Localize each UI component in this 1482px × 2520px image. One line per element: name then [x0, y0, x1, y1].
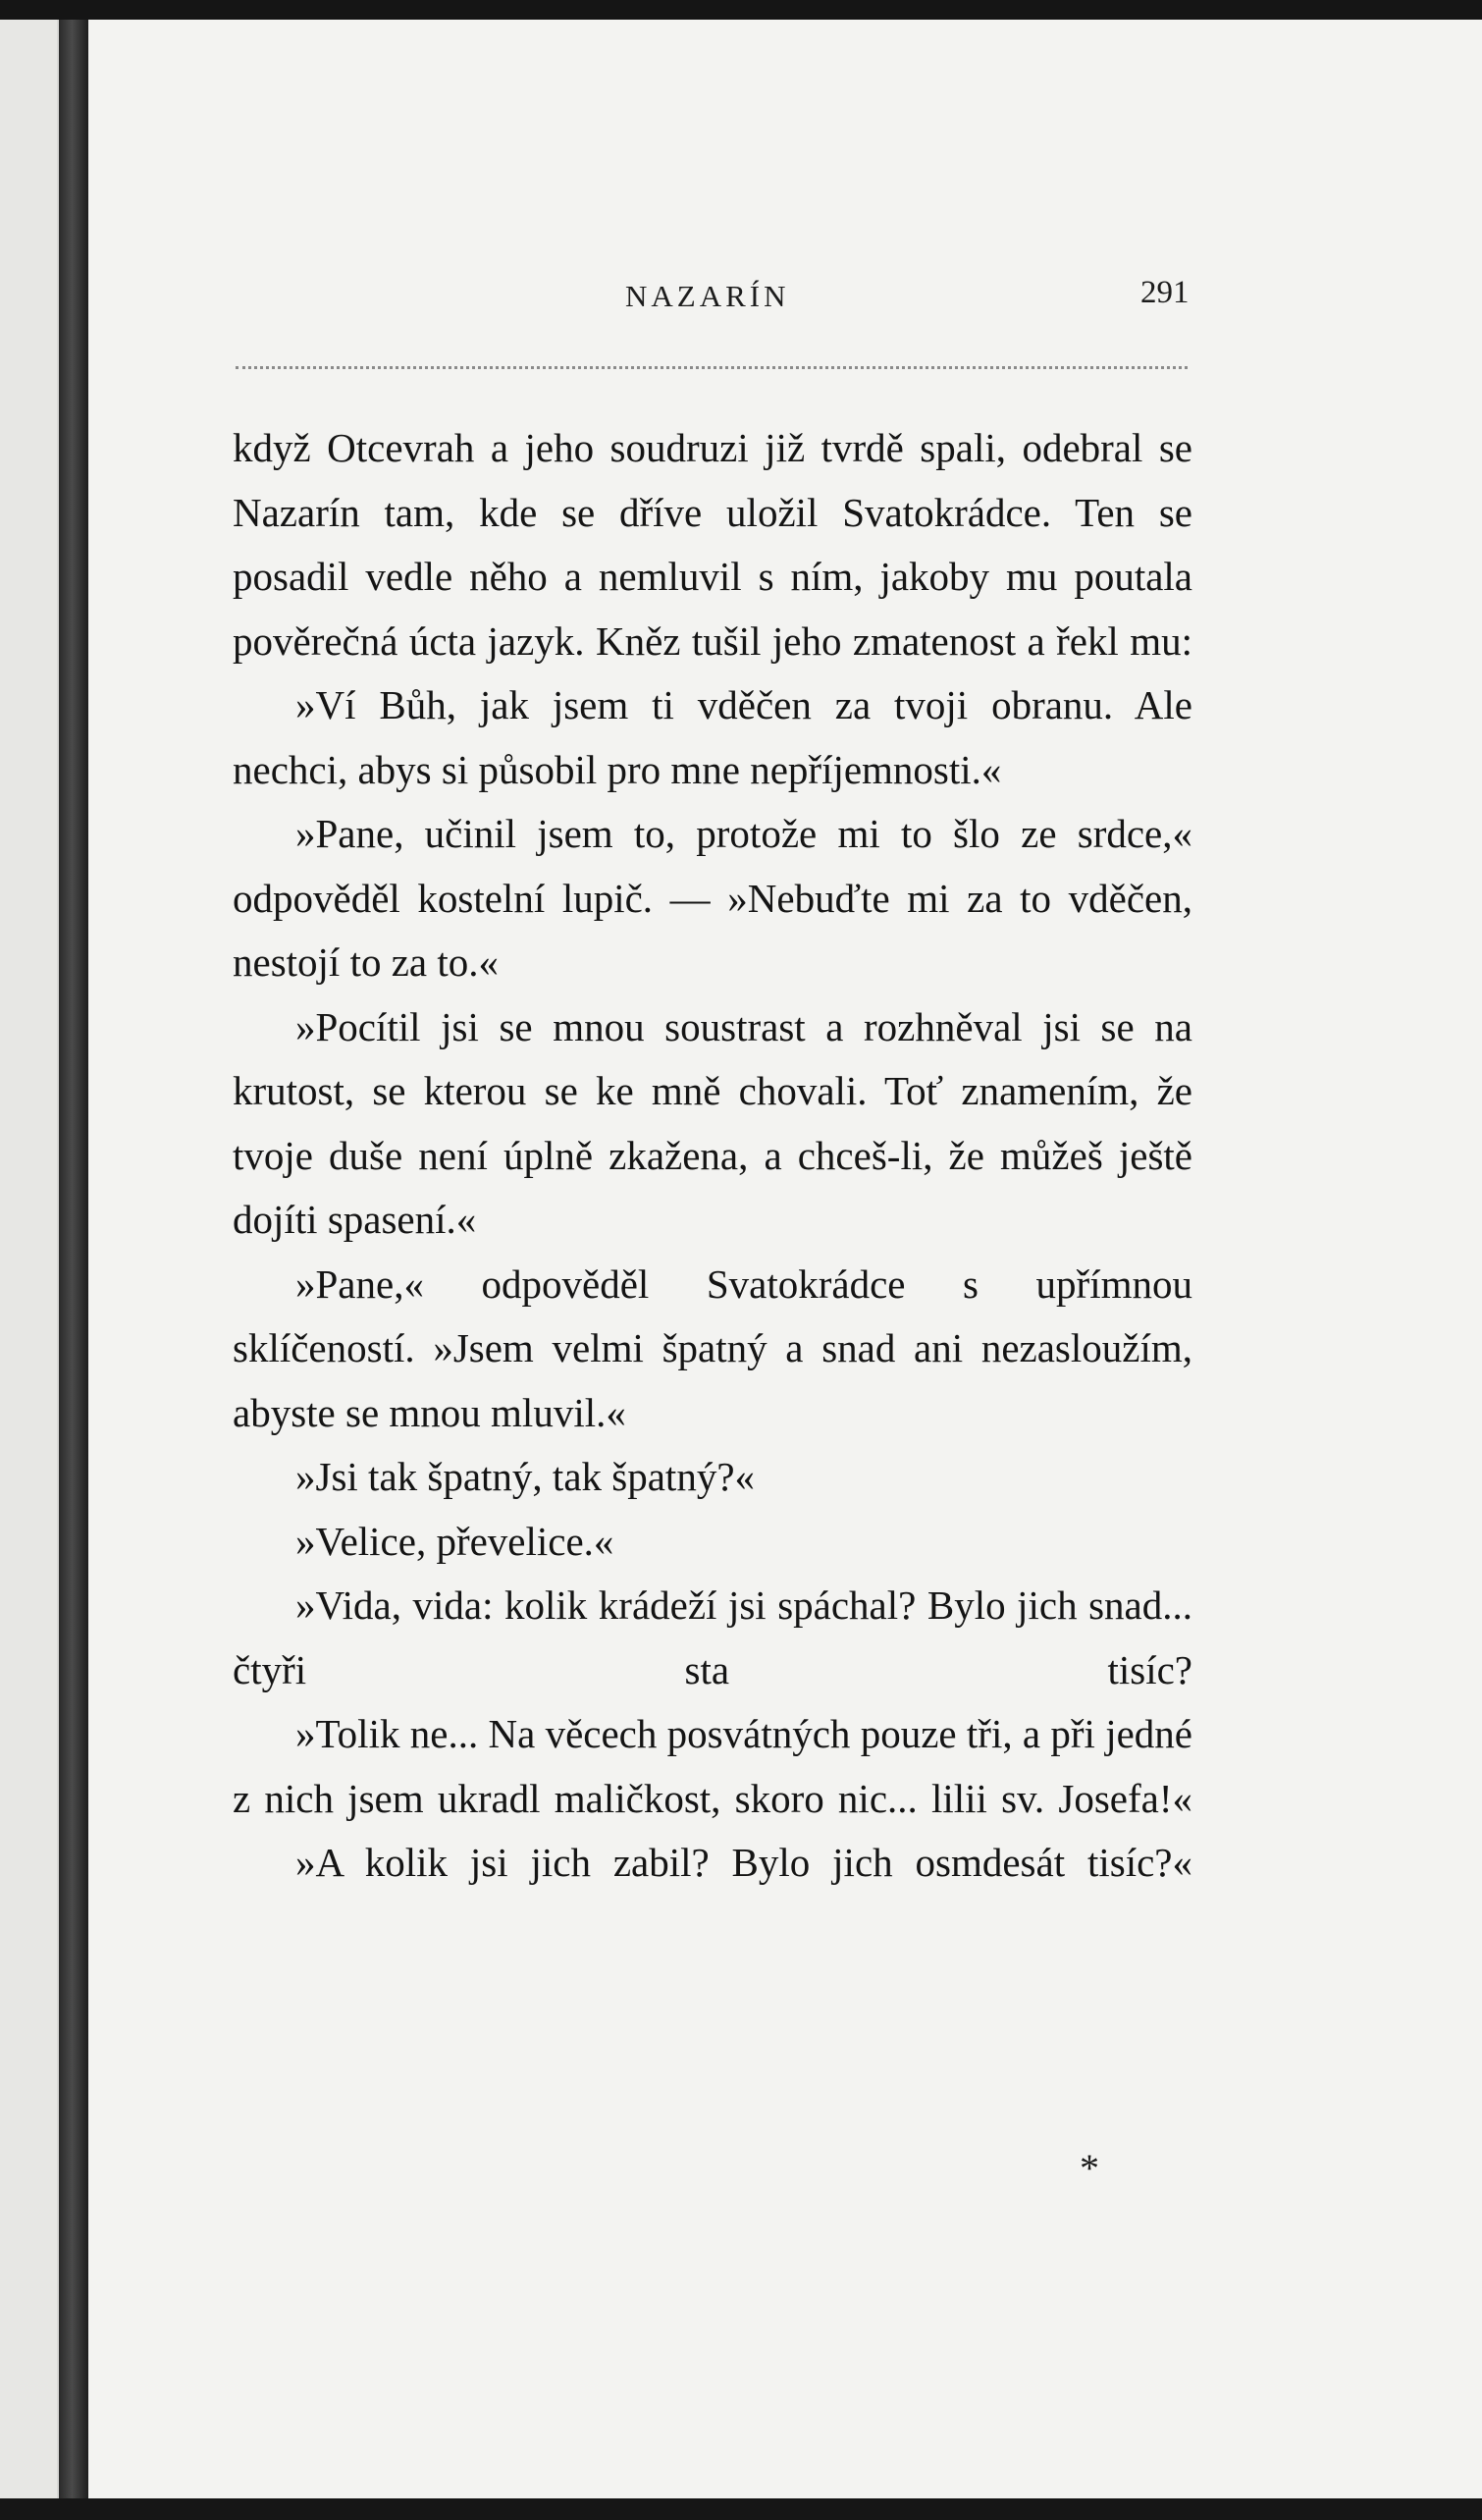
page-header — [147, 257, 1188, 316]
paragraph: »A kolik jsi jich zabil? Bylo jich osmdesát tisíc?« — [295, 1840, 1192, 1885]
paragraph: »Velice, převelice.« — [295, 1518, 614, 1564]
paragraph: »Jsi tak špatný, tak špatný?« — [295, 1454, 756, 1499]
book-spine-shadow — [59, 20, 88, 2498]
paragraph: když Otcevrah a jeho soudruzi již tvrdě spali, odebral se Nazarín tam, kde se dříve uložil Svatokrádce. Ten se posadil vedle něho a nemluvil s ním, jakoby mu poutala pověrečná úcta jazyk. Kněz tušil jeho zmatenost a řekl mu: — [233, 425, 1192, 664]
paragraph: »Tolik ne... Na věcech posvátných pouze tři, a při jedné z nich jsem ukradl maličkost, skoro nic... lilii sv. Josefa!« — [233, 1711, 1192, 1821]
page-number: 291 — [1140, 275, 1190, 310]
running-title: NAZARÍN — [625, 279, 790, 313]
paragraph: »Ví Bůh, jak jsem ti vděčen za tvoji obranu. Ale nechci, abys si působil pro mne nepříjemnosti.« — [233, 682, 1192, 792]
section-mark: * — [1080, 2146, 1099, 2190]
header-rule — [236, 366, 1188, 369]
scan-top-border — [0, 0, 1482, 20]
paragraph: »Pane, učinil jsem to, protože mi to šlo ze srdce,« odpověděl kostelní lupič. — »Nebuďte mi za to vděčen, nestojí to za to.« — [233, 811, 1192, 985]
body-text — [233, 416, 1192, 1896]
paragraph: »Vida, vida: kolik krádeží jsi spáchal? Bylo jich snad... čtyři sta tisíc? — [233, 1582, 1192, 1692]
scan-bottom-border — [0, 2498, 1482, 2520]
paragraph: »Pane,« odpověděl Svatokrádce s upřímnou sklíčeností. »Jsem velmi špatný a snad ani nezasloužím, abyste se mnou mluvil.« — [233, 1260, 1192, 1435]
facing-page-edge — [0, 20, 57, 2498]
paragraph: »Pocítil jsi se mnou soustrast a rozhněval jsi se na krutost, se kterou se ke mně chovali. Toť znamením, že tvoje duše není úplně zkažena, a chceš-li, že můžeš ještě dojíti spasení.« — [233, 1003, 1192, 1242]
